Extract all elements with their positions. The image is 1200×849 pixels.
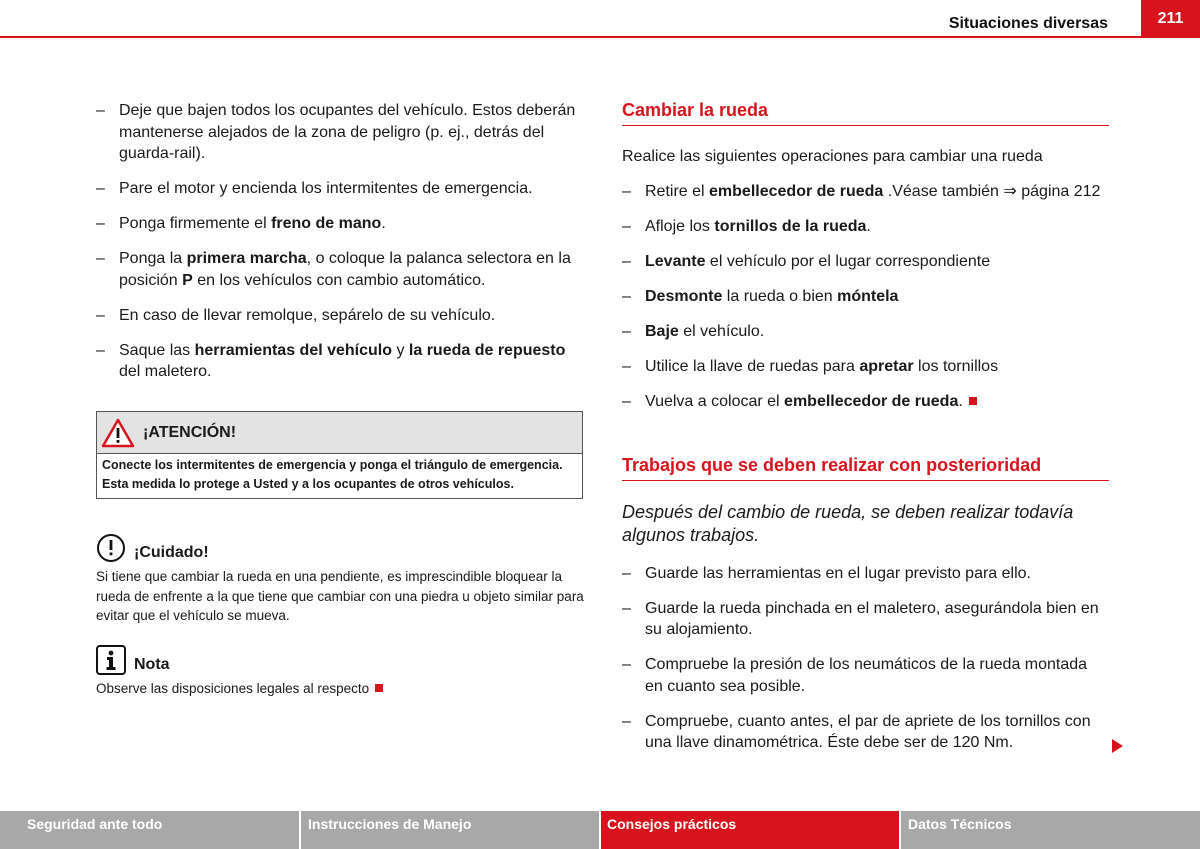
- item-text: Levante el vehículo por el lugar correspondiente: [645, 253, 991, 270]
- item-text: Retire el embellecedor de rueda .Véase también ⇒ página 212: [645, 183, 1101, 200]
- caution-icon: [96, 533, 126, 563]
- list-item: – Compruebe la presión de los neumáticos de la rueda montada en cuanto sea posible.: [622, 656, 1088, 695]
- item-text: Afloje los tornillos de la rueda.: [645, 218, 871, 235]
- warning-triangle-icon: [101, 418, 135, 448]
- tab-datos[interactable]: Datos Técnicos: [901, 811, 1200, 849]
- list-item: – Baje el vehículo.: [622, 323, 765, 340]
- list-item: – Compruebe, cuanto antes, el par de apriete de los tornillos con una llave dinamométrica. Éste debe ser de 120 Nm.: [622, 712, 1091, 751]
- list-item: – Guarde las herramientas en el lugar previsto para ello.: [622, 564, 1031, 582]
- end-of-section-mark: [969, 397, 977, 405]
- list-item: – Vuelva a colocar el embellecedor de rueda.: [622, 391, 1109, 413]
- section-heading-after-work: Trabajos que se deben realizar con posterioridad: [622, 455, 1109, 481]
- note-title: Nota: [134, 656, 170, 673]
- item-text: En caso de llevar remolque, sepárelo de su vehículo.: [119, 306, 496, 324]
- item-text: Pare el motor y encienda los intermitentes de emergencia.: [119, 180, 533, 197]
- warning-title: ¡ATENCIÓN!: [143, 423, 237, 441]
- end-of-section-mark: [375, 684, 383, 692]
- item-text: Compruebe, cuanto antes, el par de apriete de los tornillos con una llave dinamométrica. Éste debe ser de 120 Nm.: [645, 712, 1091, 751]
- page-number: 211: [1141, 0, 1200, 38]
- caution-title: ¡Cuidado!: [134, 544, 209, 561]
- section-lead: Después del cambio de rueda, se deben realizar todavía algunos trabajos.: [622, 501, 1074, 545]
- list-item: – Utilice la llave de ruedas para apretar los tornillos: [622, 358, 999, 375]
- note-block: [96, 645, 584, 699]
- chapter-title: Situaciones diversas: [948, 15, 1108, 32]
- list-item: – Retire el embellecedor de rueda .Véase también ⇒ página 212: [622, 183, 1101, 200]
- item-text: Baje el vehículo.: [645, 323, 765, 340]
- caution-block: [96, 533, 584, 626]
- list-item: – Desmonte la rueda o bien móntela: [622, 288, 899, 305]
- tab-consejos[interactable]: Consejos prácticos: [601, 811, 899, 849]
- list-item: – Ponga la primera marcha, o coloque la palanca selectora en la posición P en los vehículos con cambio automático.: [96, 250, 571, 289]
- item-text: Saque las herramientas del vehículo y la rueda de repuesto del maletero.: [119, 341, 566, 380]
- item-text: Utilice la llave de ruedas para apretar los tornillos: [645, 358, 999, 375]
- note-text: Observe las disposiciones legales al respecto: [96, 679, 584, 699]
- list-item: – Deje que bajen todos los ocupantes del vehículo. Estos deberán mantenerse alejados de la zona de peligro (p. ej., detrás del guarda-rail).: [96, 102, 576, 162]
- item-text: Ponga la primera marcha, o coloque la palanca selectora en la posición P en los vehículos con cambio automático.: [119, 250, 571, 289]
- list-item: – Guarde la rueda pinchada en el maletero, asegurándola bien en su alojamiento.: [622, 599, 1099, 638]
- right-column: [622, 100, 1109, 767]
- list-item: – En caso de llevar remolque, sepárelo de su vehículo.: [96, 306, 496, 324]
- section-intro: Realice las siguientes operaciones para cambiar una rueda: [622, 148, 1043, 165]
- caution-text: Si tiene que cambiar la rueda en una pendiente, es imprescindible bloquear la rueda de enfrente a la que tiene que cambiar con una piedra u objeto similar para evitar que el vehículo se mueva.: [96, 569, 584, 623]
- tab-seguridad[interactable]: Seguridad ante todo: [0, 811, 299, 849]
- item-text: Desmonte la rueda o bien móntela: [645, 288, 899, 305]
- left-column: [96, 100, 584, 396]
- list-item: – Levante el vehículo por el lugar correspondiente: [622, 253, 991, 270]
- list-item: – Afloje los tornillos de la rueda.: [622, 218, 871, 235]
- header-rule: [0, 36, 1200, 38]
- warning-header: [97, 412, 582, 454]
- item-text: Ponga firmemente el freno de mano.: [119, 215, 386, 232]
- item-text: Guarde la rueda pinchada en el maletero, asegurándola bien en su alojamiento.: [645, 599, 1099, 638]
- list-item: – Pare el motor y encienda los intermitentes de emergencia.: [96, 180, 533, 197]
- tab-instrucciones[interactable]: Instrucciones de Manejo: [301, 811, 599, 849]
- item-text: Vuelva a colocar el embellecedor de rueda.: [645, 393, 963, 410]
- list-item: – Saque las herramientas del vehículo y la rueda de repuesto del maletero.: [96, 341, 566, 380]
- warning-text: Conecte los intermitentes de emergencia y ponga el triángulo de emergencia. Esta medida lo protege a Usted y a los ocupantes de otros vehículos.: [102, 458, 563, 491]
- list-item: – Ponga firmemente el freno de mano.: [96, 215, 386, 232]
- item-text: Compruebe la presión de los neumáticos de la rueda montada en cuanto sea posible.: [645, 656, 1088, 695]
- section-heading-change-wheel: Cambiar la rueda: [622, 100, 1109, 126]
- item-text: Guarde las herramientas en el lugar previsto para ello.: [645, 564, 1031, 582]
- footer-nav: [0, 811, 1200, 849]
- warning-box: [96, 411, 583, 499]
- next-page-arrow-icon[interactable]: [1112, 739, 1123, 753]
- info-icon: [96, 645, 126, 675]
- item-text: Deje que bajen todos los ocupantes del vehículo. Estos deberán mantenerse alejados de la zona de peligro (p. ej., detrás del guarda-rail).: [119, 102, 576, 162]
